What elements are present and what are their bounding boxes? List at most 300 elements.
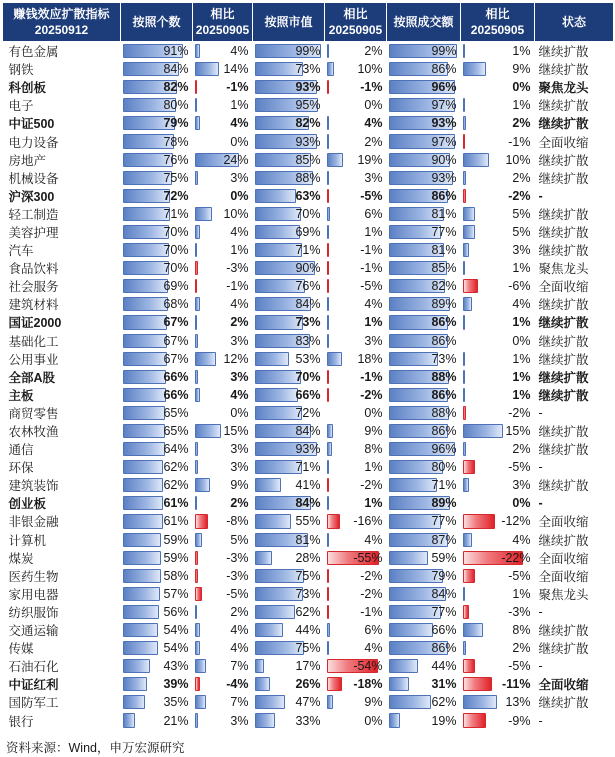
turnover-cell — [387, 368, 461, 386]
header-mcap-change: 相比 20250905 — [325, 3, 387, 42]
turnover-change-cell — [461, 675, 535, 693]
count-change-cell — [193, 259, 253, 277]
positive-change-bar — [195, 478, 210, 492]
cell-value: 4% — [230, 297, 249, 312]
count-cell — [121, 42, 193, 61]
table-row — [3, 512, 614, 530]
cell-value: 62% — [295, 604, 321, 619]
turnover-change-cell — [461, 60, 535, 78]
turnover-change-cell — [461, 422, 535, 440]
row-status: 继续扩散 — [538, 207, 589, 222]
row-status: - — [538, 659, 543, 674]
header-mcap: 按照市值 — [253, 3, 325, 42]
count-change-cell — [193, 440, 253, 458]
cell-value: 93% — [431, 116, 457, 131]
cell-value: 79% — [431, 568, 457, 583]
cell-value: 13% — [505, 695, 531, 710]
cell-value: -9% — [508, 713, 531, 728]
cell-value: -1% — [226, 279, 249, 294]
turnover-cell — [387, 476, 461, 494]
count-change-cell — [193, 639, 253, 657]
cell-value: 77% — [431, 604, 457, 619]
cell-value: 1% — [364, 224, 383, 239]
positive-change-bar — [327, 334, 329, 348]
positive-change-bar — [463, 153, 489, 167]
cell-value: 61% — [163, 496, 189, 511]
table-row — [3, 531, 614, 549]
cell-value: 76% — [163, 152, 189, 167]
row-status: 继续扩散 — [538, 153, 589, 168]
cell-value: -22% — [501, 550, 531, 565]
turnover-cell — [387, 295, 461, 313]
row-status: 继续扩散 — [538, 334, 589, 349]
mcap-change-cell — [325, 42, 387, 61]
negative-change-bar — [195, 677, 201, 691]
positive-change-bar — [463, 315, 465, 329]
mcap-change-cell — [325, 675, 387, 693]
turnover-change-cell — [461, 494, 535, 512]
cell-value: -54% — [353, 659, 383, 674]
turnover-cell — [387, 187, 461, 205]
row-name: 家用电器 — [8, 587, 59, 602]
count-change-cell — [193, 205, 253, 223]
cell-value: 19% — [431, 713, 457, 728]
turnover-change-cell — [461, 657, 535, 675]
cell-value: 88% — [431, 405, 457, 420]
positive-change-bar — [195, 334, 199, 348]
negative-change-bar — [195, 279, 197, 293]
mcap-change-cell — [325, 259, 387, 277]
turnover-change-cell — [461, 350, 535, 368]
cell-value: 35% — [163, 695, 189, 710]
table-row — [3, 313, 614, 331]
count-change-cell — [193, 187, 253, 205]
count-cell — [121, 458, 193, 476]
cell-value: 84% — [295, 424, 321, 439]
negative-change-bar — [195, 80, 197, 94]
table-row — [3, 494, 614, 512]
cell-value: -2% — [360, 568, 383, 583]
cell-value: 4% — [364, 297, 383, 312]
negative-change-bar — [463, 605, 470, 619]
positive-change-bar — [463, 442, 467, 456]
positive-change-bar — [463, 116, 467, 130]
turnover-change-cell — [461, 603, 535, 621]
cell-value: -1% — [360, 80, 383, 95]
cell-value: 86% — [431, 387, 457, 402]
level-bar — [255, 352, 290, 366]
cell-value: 75% — [295, 641, 321, 656]
row-status: 继续扩散 — [538, 443, 589, 458]
mcap-cell — [253, 693, 325, 711]
count-cell — [121, 404, 193, 422]
source-note: 资料来源：Wind，申万宏源研究 — [6, 741, 185, 755]
row-name: 国防军工 — [8, 696, 59, 711]
cell-value: 0% — [364, 405, 383, 420]
turnover-cell — [387, 711, 461, 729]
cell-value: 53% — [295, 351, 321, 366]
cell-value: 8% — [512, 623, 531, 638]
cell-value: 86% — [431, 62, 457, 77]
mcap-cell — [253, 223, 325, 241]
turnover-change-cell — [461, 295, 535, 313]
turnover-change-cell — [461, 151, 535, 169]
positive-change-bar — [327, 641, 329, 655]
cell-value: -16% — [353, 514, 383, 529]
cell-value: 86% — [431, 333, 457, 348]
mcap-cell — [253, 241, 325, 259]
cell-value: -5% — [508, 460, 531, 475]
cell-value: 81% — [431, 243, 457, 258]
row-name: 中证500 — [8, 117, 55, 132]
cell-value: 4% — [230, 387, 249, 402]
count-change-cell — [193, 60, 253, 78]
table-row — [3, 476, 614, 494]
table-row — [3, 585, 614, 603]
mcap-cell — [253, 350, 325, 368]
row-name: 商贸零售 — [8, 406, 59, 421]
count-cell — [121, 567, 193, 585]
turnover-cell — [387, 567, 461, 585]
mcap-change-cell — [325, 368, 387, 386]
cell-value: -1% — [508, 134, 531, 149]
turnover-change-cell — [461, 531, 535, 549]
level-bar — [123, 677, 148, 691]
cell-value: -3% — [508, 604, 531, 619]
cell-value: 86% — [431, 641, 457, 656]
negative-change-bar — [327, 80, 329, 94]
positive-change-bar — [327, 460, 329, 474]
row-status: 继续扩散 — [538, 425, 589, 440]
table-row — [3, 187, 614, 205]
turnover-cell — [387, 277, 461, 295]
cell-value: 86% — [431, 188, 457, 203]
mcap-change-cell — [325, 422, 387, 440]
row-name: 机械设备 — [8, 171, 59, 186]
table-row — [3, 386, 614, 404]
cell-value: 89% — [431, 297, 457, 312]
mcap-change-cell — [325, 458, 387, 476]
turnover-cell — [387, 657, 461, 675]
positive-change-bar — [195, 659, 206, 673]
count-cell — [121, 585, 193, 603]
cell-value: -55% — [353, 550, 383, 565]
cell-value: 70% — [163, 224, 189, 239]
cell-value: 73% — [431, 351, 457, 366]
level-bar — [123, 315, 167, 329]
level-bar — [123, 279, 169, 293]
cell-value: 55% — [295, 514, 321, 529]
turnover-cell — [387, 78, 461, 96]
cell-value: 44% — [295, 623, 321, 638]
cell-value: 0% — [230, 188, 249, 203]
cell-value: 70% — [295, 206, 321, 221]
count-change-cell — [193, 657, 253, 675]
mcap-cell — [253, 277, 325, 295]
table-row — [3, 368, 614, 386]
count-change-cell — [193, 241, 253, 259]
cell-value: -12% — [501, 514, 531, 529]
cell-value: 84% — [295, 297, 321, 312]
cell-value: 73% — [295, 315, 321, 330]
cell-value: 63% — [295, 188, 321, 203]
turnover-change-cell — [461, 621, 535, 639]
cell-value: -5% — [360, 279, 383, 294]
turnover-change-cell — [461, 585, 535, 603]
turnover-cell — [387, 350, 461, 368]
positive-change-bar — [463, 587, 465, 601]
mcap-change-cell — [325, 567, 387, 585]
count-cell — [121, 151, 193, 169]
cell-value: -5% — [226, 586, 249, 601]
turnover-cell — [387, 169, 461, 187]
row-status: - — [538, 496, 543, 511]
positive-change-bar — [463, 44, 465, 58]
positive-change-bar — [463, 297, 472, 311]
row-status: - — [538, 713, 543, 728]
cell-value: 3% — [364, 170, 383, 185]
positive-change-bar — [327, 695, 334, 709]
count-cell — [121, 78, 193, 96]
level-bar — [123, 442, 165, 456]
negative-change-bar — [327, 370, 329, 384]
count-cell — [121, 295, 193, 313]
cell-value: 93% — [295, 442, 321, 457]
cell-value: 90% — [431, 152, 457, 167]
row-status: 继续扩散 — [538, 316, 589, 331]
cell-value: 9% — [512, 62, 531, 77]
level-bar — [255, 207, 301, 221]
turnover-cell — [387, 512, 461, 530]
header-turnover: 按照成交额 — [387, 3, 461, 42]
cell-value: 57% — [163, 586, 189, 601]
turnover-cell — [387, 223, 461, 241]
turnover-cell — [387, 404, 461, 422]
mcap-cell — [253, 259, 325, 277]
cell-value: 88% — [431, 369, 457, 384]
mcap-change-cell — [325, 187, 387, 205]
level-bar — [123, 243, 169, 257]
turnover-change-cell — [461, 639, 535, 657]
row-status: 聚焦龙头 — [538, 587, 589, 602]
level-bar — [123, 297, 168, 311]
turnover-change-cell — [461, 169, 535, 187]
level-bar — [123, 514, 163, 528]
row-status: 全面收缩 — [538, 135, 589, 150]
cell-value: 4% — [230, 641, 249, 656]
cell-value: 0% — [512, 333, 531, 348]
level-bar — [255, 659, 265, 673]
count-change-cell — [193, 693, 253, 711]
mcap-change-cell — [325, 151, 387, 169]
row-status: 继续扩散 — [538, 117, 589, 132]
row-status: - — [538, 405, 543, 420]
positive-change-bar — [327, 533, 329, 547]
turnover-change-cell — [461, 78, 535, 96]
positive-change-bar — [195, 62, 220, 76]
mcap-change-cell — [325, 205, 387, 223]
cell-value: 4% — [230, 224, 249, 239]
level-bar — [123, 713, 136, 727]
cell-value: 75% — [295, 568, 321, 583]
mcap-cell — [253, 151, 325, 169]
level-bar — [123, 641, 158, 655]
cell-value: -18% — [353, 677, 383, 692]
cell-value: 1% — [364, 460, 383, 475]
mcap-change-cell — [325, 476, 387, 494]
mcap-change-cell — [325, 132, 387, 150]
cell-value: 31% — [431, 677, 457, 692]
table-row — [3, 241, 614, 259]
cell-value: 1% — [512, 98, 531, 113]
turnover-change-cell — [461, 132, 535, 150]
count-cell — [121, 422, 193, 440]
turnover-cell — [387, 386, 461, 404]
row-name: 石油石化 — [8, 660, 59, 675]
level-bar — [389, 713, 400, 727]
count-change-cell — [193, 78, 253, 96]
negative-change-bar — [463, 279, 478, 293]
turnover-change-cell — [461, 277, 535, 295]
mcap-cell — [253, 132, 325, 150]
row-name: 建筑材料 — [8, 298, 59, 313]
cell-value: -2% — [360, 478, 383, 493]
positive-change-bar — [463, 62, 487, 76]
header-turnover-change: 相比 20250905 — [461, 3, 535, 42]
cell-value: 66% — [163, 387, 189, 402]
cell-value: -1% — [360, 261, 383, 276]
mcap-cell — [253, 603, 325, 621]
cell-value: 78% — [163, 134, 189, 149]
table-row — [3, 78, 614, 96]
positive-change-bar — [195, 388, 201, 402]
mcap-cell — [253, 422, 325, 440]
cell-value: 1% — [512, 369, 531, 384]
turnover-change-cell — [461, 223, 535, 241]
cell-value: 83% — [295, 333, 321, 348]
cell-value: 93% — [431, 170, 457, 185]
count-cell — [121, 440, 193, 458]
positive-change-bar — [463, 352, 465, 366]
row-status: 全面收缩 — [538, 551, 589, 566]
negative-change-bar — [327, 587, 329, 601]
cell-value: 2% — [364, 44, 383, 59]
table-row — [3, 42, 614, 61]
positive-change-bar — [463, 478, 470, 492]
level-bar — [255, 189, 297, 203]
cell-value: 66% — [431, 623, 457, 638]
cell-value: 19% — [357, 152, 383, 167]
row-name: 农林牧渔 — [8, 425, 59, 440]
table-row — [3, 621, 614, 639]
cell-value: 58% — [163, 568, 189, 583]
positive-change-bar — [195, 297, 201, 311]
mcap-cell — [253, 114, 325, 132]
positive-change-bar — [327, 153, 344, 167]
positive-change-bar — [327, 207, 331, 221]
table-row — [3, 60, 614, 78]
turnover-change-cell — [461, 368, 535, 386]
count-cell — [121, 60, 193, 78]
count-cell — [121, 693, 193, 711]
positive-change-bar — [195, 207, 212, 221]
cell-value: -2% — [360, 387, 383, 402]
row-name: 全部A股 — [8, 370, 56, 385]
cell-value: 12% — [223, 351, 249, 366]
turnover-cell — [387, 60, 461, 78]
cell-value: 0% — [230, 134, 249, 149]
count-cell — [121, 621, 193, 639]
row-status: 继续扩散 — [538, 225, 589, 240]
cell-value: 64% — [163, 442, 189, 457]
turnover-change-cell — [461, 549, 535, 567]
positive-change-bar — [195, 225, 201, 239]
cell-value: 2% — [364, 134, 383, 149]
mcap-change-cell — [325, 78, 387, 96]
mcap-change-cell — [325, 603, 387, 621]
row-status: 继续扩散 — [538, 370, 589, 385]
cell-value: 72% — [295, 405, 321, 420]
cell-value: 71% — [163, 206, 189, 221]
count-cell — [121, 114, 193, 132]
row-name: 主板 — [8, 388, 34, 403]
negative-change-bar — [327, 677, 343, 691]
level-bar — [255, 623, 283, 637]
turnover-cell — [387, 241, 461, 259]
cell-value: -1% — [226, 80, 249, 95]
count-cell — [121, 332, 193, 350]
row-name: 房地产 — [8, 153, 47, 168]
cell-value: 77% — [431, 224, 457, 239]
cell-value: 3% — [230, 460, 249, 475]
turnover-cell — [387, 603, 461, 621]
level-bar — [123, 225, 169, 239]
row-name: 电力设备 — [8, 135, 59, 150]
cell-value: 62% — [163, 460, 189, 475]
mcap-cell — [253, 60, 325, 78]
level-bar — [255, 225, 301, 239]
turnover-change-cell — [461, 693, 535, 711]
cell-value: 69% — [163, 279, 189, 294]
table-row — [3, 259, 614, 277]
mcap-cell — [253, 458, 325, 476]
cell-value: 89% — [431, 496, 457, 511]
positive-change-bar — [463, 623, 484, 637]
mcap-cell — [253, 639, 325, 657]
positive-change-bar — [195, 171, 199, 185]
cell-value: 73% — [295, 586, 321, 601]
cell-value: 3% — [230, 333, 249, 348]
count-change-cell — [193, 512, 253, 530]
cell-value: 79% — [163, 116, 189, 131]
count-change-cell — [193, 422, 253, 440]
mcap-change-cell — [325, 404, 387, 422]
cell-value: 54% — [163, 641, 189, 656]
table-body — [3, 42, 614, 730]
positive-change-bar — [327, 352, 343, 366]
row-status: 全面收缩 — [538, 280, 589, 295]
level-bar — [123, 424, 166, 438]
mcap-change-cell — [325, 639, 387, 657]
cell-value: 80% — [163, 98, 189, 113]
cell-value: 70% — [163, 243, 189, 258]
mcap-change-cell — [325, 114, 387, 132]
cell-value: 2% — [512, 442, 531, 457]
cell-value: 81% — [431, 206, 457, 221]
table-row — [3, 205, 614, 223]
level-bar — [123, 533, 162, 547]
level-bar — [255, 551, 272, 565]
